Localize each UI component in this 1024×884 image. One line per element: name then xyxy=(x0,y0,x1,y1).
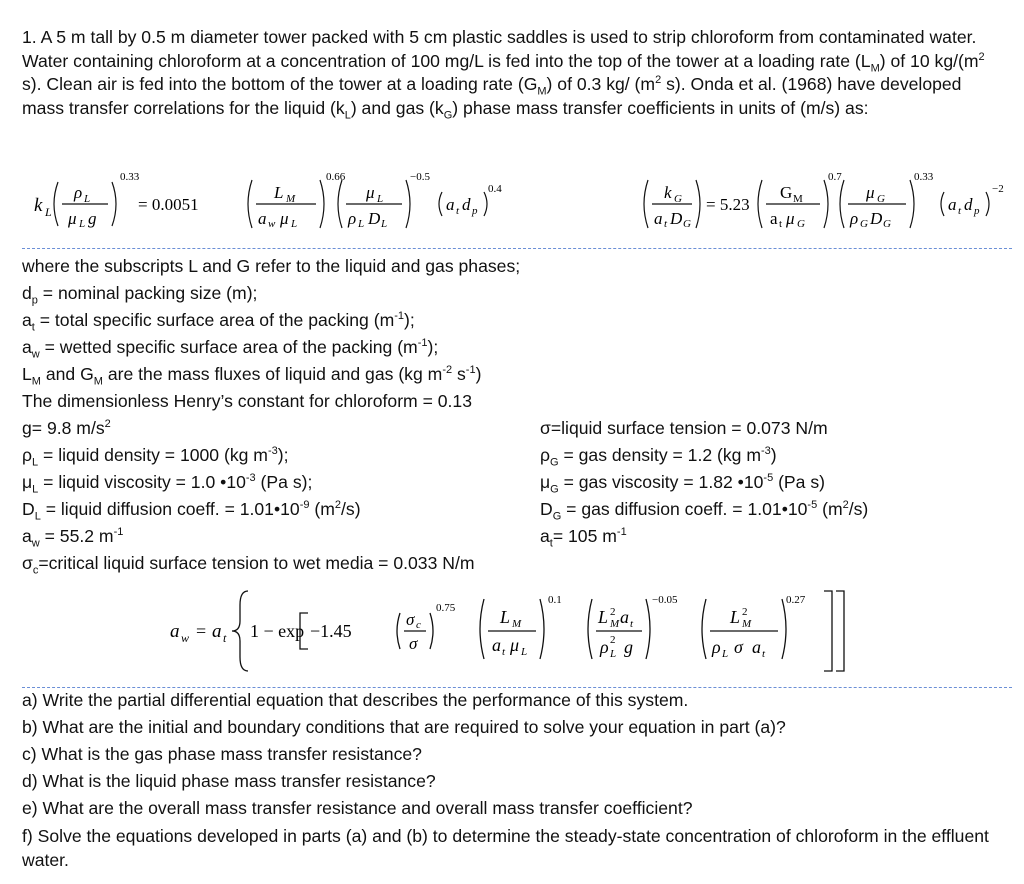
sigma-den-2: σ xyxy=(734,637,743,657)
sub-t: t xyxy=(958,205,962,217)
henry-text: The dimensionless Henry’s constant for chloroform = 0.13 xyxy=(22,391,472,411)
d-p: d xyxy=(462,195,471,214)
a-t: a xyxy=(446,195,455,214)
text: = wetted specific surface area of the packing (m xyxy=(39,337,418,357)
question-d xyxy=(22,771,436,792)
divider-bottom xyxy=(22,687,1012,688)
sup: -9 xyxy=(299,499,310,512)
sym: μ xyxy=(540,472,551,492)
sub-m: M xyxy=(512,618,522,630)
sub-p: p xyxy=(974,205,980,217)
question-f xyxy=(22,825,1002,872)
a-t-den: a xyxy=(492,635,501,655)
a-t-den-2: a xyxy=(752,637,761,657)
sup-2: 2 xyxy=(842,499,849,512)
sup: -3 xyxy=(761,445,771,458)
aw-equals: = xyxy=(196,621,207,641)
problem-text-2: ) of 10 kg/(m xyxy=(879,50,979,71)
sup-2: 2 xyxy=(610,606,616,618)
a-w-lhs: a xyxy=(170,621,180,642)
end: ) xyxy=(770,445,777,465)
question-text: f) Solve the equations developed in parts (a) and (b) to determine the steady-state concentration of chloroform in the effluent water. xyxy=(22,826,989,870)
d-p: d xyxy=(964,195,973,214)
kg-exp-2: 0.33 xyxy=(914,171,934,183)
a-t-den-2: a xyxy=(770,209,778,228)
l-m-num: L xyxy=(274,183,284,202)
l-m-sq-num: L xyxy=(598,607,609,627)
text-d: s xyxy=(452,364,466,384)
sym: a xyxy=(540,526,550,546)
question-a xyxy=(22,690,688,711)
sub-l: L xyxy=(610,648,617,660)
sub-l: L xyxy=(344,109,351,122)
sym: μ xyxy=(22,472,33,492)
text: = liquid viscosity = 1.0 •10 xyxy=(38,472,246,492)
definitions-intro xyxy=(22,256,520,277)
sub-t: t xyxy=(630,618,634,630)
def-sigma xyxy=(540,418,828,439)
kl-symbol: k xyxy=(34,195,43,216)
kl-correlation-equation xyxy=(30,168,500,240)
sub-t: t xyxy=(502,646,506,658)
mu-l-num: μ xyxy=(366,183,375,202)
def-at xyxy=(22,310,415,334)
sup: -1 xyxy=(417,337,428,350)
sym: ρ xyxy=(540,445,551,465)
sup: -5 xyxy=(807,499,818,512)
question-text: c) What is the gas phase mass transfer resistance? xyxy=(22,744,422,764)
text-c: are the mass fluxes of liquid and gas (kg m xyxy=(102,364,443,384)
sub: G xyxy=(550,483,559,496)
text: =critical liquid surface tension to wet media = 0.033 N/m xyxy=(38,553,475,573)
sup-1: -2 xyxy=(442,364,453,377)
sigma-den: σ xyxy=(409,634,418,653)
sub-l: L xyxy=(722,648,729,660)
sub-t: t xyxy=(456,205,460,217)
sigma-text: σ=liquid surface tension = 0.073 N/m xyxy=(540,418,828,438)
kg-symbol: k xyxy=(664,183,672,202)
one-minus-exp: 1 − exp xyxy=(250,621,305,641)
mu-g-num: μ xyxy=(866,183,875,202)
rho-l-den: ρ xyxy=(348,209,357,228)
end: (Pa s); xyxy=(255,472,313,492)
def-rho-g xyxy=(540,445,777,469)
sub-m: M xyxy=(286,193,296,205)
sub-g: G xyxy=(443,109,453,122)
def-d-l xyxy=(22,499,361,523)
d-g-den-2: D xyxy=(870,209,883,228)
def-dp xyxy=(22,283,258,307)
kg-exp-3: −2 xyxy=(992,183,1004,195)
sub: L xyxy=(34,510,41,523)
sym: a xyxy=(22,526,32,546)
sub: L xyxy=(32,483,39,496)
def-aw-value xyxy=(22,526,124,550)
sigma-c-num: σ xyxy=(406,610,415,629)
text: = gas density = 1.2 (kg m xyxy=(558,445,762,465)
question-text: a) Write the partial differential equation that describes the performance of this system. xyxy=(22,690,689,710)
mu-l-den: μ xyxy=(510,635,520,655)
kg-coefficient: = 5.23 xyxy=(706,195,750,214)
sub: t xyxy=(31,321,35,334)
def-at-value xyxy=(540,526,627,550)
sub-l: L xyxy=(358,218,365,230)
kl-coefficient: = 0.0051 xyxy=(138,195,199,214)
def-mu-l xyxy=(22,472,313,496)
question-e xyxy=(22,798,693,819)
text-b: and G xyxy=(40,364,94,384)
question-c xyxy=(22,744,422,765)
aw-exp-3: −0.05 xyxy=(652,594,678,606)
end: /s) xyxy=(848,499,869,519)
text: = gas viscosity = 1.82 •10 xyxy=(558,472,764,492)
sub: L xyxy=(32,456,39,469)
text: = nominal packing size (m); xyxy=(37,283,258,303)
def-fluxes xyxy=(22,364,482,388)
text: = gas diffusion coeff. = 1.01•10 xyxy=(561,499,808,519)
sym: D xyxy=(22,499,35,519)
sub-g: G xyxy=(674,193,682,205)
def-d-g xyxy=(540,499,869,523)
sub: G xyxy=(552,510,562,523)
aw-exp-1: 0.75 xyxy=(436,602,456,614)
mu-l-den-2: μ xyxy=(280,209,289,228)
sub-m: M xyxy=(537,85,547,98)
end: /s) xyxy=(341,499,361,519)
a-t-rhs: a xyxy=(212,621,222,642)
sub-m: M xyxy=(793,193,803,205)
kl-exp-4: 0.4 xyxy=(488,183,502,195)
sub-t: t xyxy=(779,218,783,230)
sub: p xyxy=(31,294,38,307)
sup-2: 2 xyxy=(742,606,748,618)
problem-text-5: s). Onda et al. (1968) have developed mass transfer correlations for the liquid (k xyxy=(22,74,962,118)
intro-text: where the subscripts L and G refer to the liquid and gas phases; xyxy=(22,256,521,276)
sub: c xyxy=(32,564,39,577)
kl-exp-3: −0.5 xyxy=(410,171,430,183)
aw-correlation-equation xyxy=(168,585,868,681)
def-rho-l xyxy=(22,445,289,469)
sup: -1 xyxy=(113,526,124,539)
sub-l: L xyxy=(521,646,528,658)
aw-coefficient: −1.45 xyxy=(310,621,352,641)
text: = 55.2 m xyxy=(39,526,114,546)
sup-2: 2 xyxy=(610,634,616,646)
sub-m: M xyxy=(870,62,880,75)
sup: -1 xyxy=(394,310,405,323)
def-sigma-c xyxy=(22,553,475,577)
def-aw xyxy=(22,337,439,361)
sub-g: G xyxy=(883,218,891,230)
l-m-sq-num-2: L xyxy=(730,607,741,627)
sub-l: L xyxy=(84,193,91,205)
problem-text-3: s). Clean air is fed into the bottom of the tower at a loading rate (G xyxy=(22,74,538,95)
sym: σ xyxy=(22,553,33,573)
sym: a xyxy=(22,310,32,330)
sym: d xyxy=(22,283,32,303)
sym: D xyxy=(540,499,553,519)
sub-g: G xyxy=(797,218,805,230)
rho-g-den: ρ xyxy=(850,209,859,228)
end: ); xyxy=(277,445,289,465)
sub-g: G xyxy=(860,218,868,230)
l-m-num: L xyxy=(500,607,511,627)
aw-exp-4: 0.27 xyxy=(786,594,806,606)
sub-l: L xyxy=(291,218,298,230)
rho-l-sq-den: ρ xyxy=(600,637,609,657)
sub-l: L xyxy=(377,193,384,205)
a-w-den: a xyxy=(258,209,267,228)
def-mu-g xyxy=(540,472,825,496)
sup-2: 2 xyxy=(978,50,985,63)
g-den: g xyxy=(624,637,633,657)
g-m-num: G xyxy=(780,183,793,202)
sym: ρ xyxy=(22,445,33,465)
sub-c: c xyxy=(416,619,421,631)
sup-2: 2 xyxy=(334,499,342,512)
problem-text-4: ) of 0.3 kg/ (m xyxy=(546,74,656,95)
text: = liquid density = 1000 (kg m xyxy=(38,445,268,465)
sub-t: t xyxy=(762,648,766,660)
sub-a: M xyxy=(31,375,41,388)
sub-m: M xyxy=(742,618,752,630)
problem-statement xyxy=(22,26,1007,120)
sym: a xyxy=(22,337,32,357)
sub-p: p xyxy=(472,205,478,217)
rho-l-num: ρ xyxy=(74,183,83,202)
g-den: g xyxy=(88,209,97,228)
sub-l: L xyxy=(79,218,86,230)
sub-w: w xyxy=(268,218,276,230)
sup: -1 xyxy=(616,526,627,539)
a-t-den: a xyxy=(654,209,663,228)
sub-l: L xyxy=(381,218,388,230)
sup-2: 2 xyxy=(655,74,662,87)
a-t: a xyxy=(948,195,957,214)
sub-g: G xyxy=(683,218,691,230)
mid: (m xyxy=(309,499,335,519)
problem-text-6: ) and gas (k xyxy=(350,97,444,118)
end: (Pa s) xyxy=(773,472,825,492)
text-a: L xyxy=(22,364,32,384)
kl-sub: L xyxy=(45,205,52,219)
rho-l-den: ρ xyxy=(712,637,721,657)
sup: -5 xyxy=(763,472,774,485)
sup-2: -1 xyxy=(465,364,476,377)
question-text: d) What is the liquid phase mass transfer resistance? xyxy=(22,771,436,791)
kg-exp-1: 0.7 xyxy=(828,171,842,183)
sup: -3 xyxy=(267,445,278,458)
end: ); xyxy=(427,337,439,357)
problem-text-1: 1. A 5 m tall by 0.5 m diameter tower packed with 5 cm plastic saddles is used to strip chloroform from contaminated water. Water containing chloroform at a concentration of 100 mg/L is fed into the top of the tower at a loading rate (L xyxy=(22,27,977,71)
sub-t: t xyxy=(664,218,668,230)
d-l-den: D xyxy=(368,209,381,228)
question-text: e) What are the overall mass transfer resistance and overall mass transfer coefficient? xyxy=(22,798,693,818)
question-text: b) What are the initial and boundary conditions that are required to solve your equation in part (a)? xyxy=(22,717,786,737)
aw-exp-2: 0.1 xyxy=(548,594,562,606)
sub: w xyxy=(31,537,40,550)
d-g-den: D xyxy=(670,209,683,228)
sub-t: t xyxy=(223,631,227,645)
kg-correlation-equation xyxy=(588,168,1008,240)
sub-g: G xyxy=(877,193,885,205)
problem-text-7: ) phase mass transfer coefficients in units of (m/s) as: xyxy=(452,97,869,118)
text: = 105 m xyxy=(552,526,617,546)
kl-exp-1: 0.33 xyxy=(120,171,140,183)
sup: 2 xyxy=(104,418,111,431)
sub-b: M xyxy=(93,375,103,388)
mu-g-den: μ xyxy=(786,209,795,228)
question-b xyxy=(22,717,786,738)
end: ); xyxy=(404,310,415,330)
divider-top xyxy=(22,248,1012,249)
text: = total specific surface area of the packing (m xyxy=(34,310,395,330)
text: g= 9.8 m/s xyxy=(22,418,105,438)
sub-w: w xyxy=(181,631,190,645)
sub: w xyxy=(31,348,40,361)
sub-m: M xyxy=(610,618,620,630)
text-e: ) xyxy=(475,364,482,384)
sub: t xyxy=(549,537,553,550)
mu-l-den: μ xyxy=(68,209,77,228)
a-t-num: a xyxy=(620,607,629,627)
def-g xyxy=(22,418,111,439)
sup: -3 xyxy=(245,472,256,485)
mid: (m xyxy=(817,499,843,519)
kl-exp-2: 0.66 xyxy=(326,171,346,183)
sub: G xyxy=(550,456,559,469)
text: = liquid diffusion coeff. = 1.01•10 xyxy=(40,499,300,519)
def-henry xyxy=(22,391,472,412)
